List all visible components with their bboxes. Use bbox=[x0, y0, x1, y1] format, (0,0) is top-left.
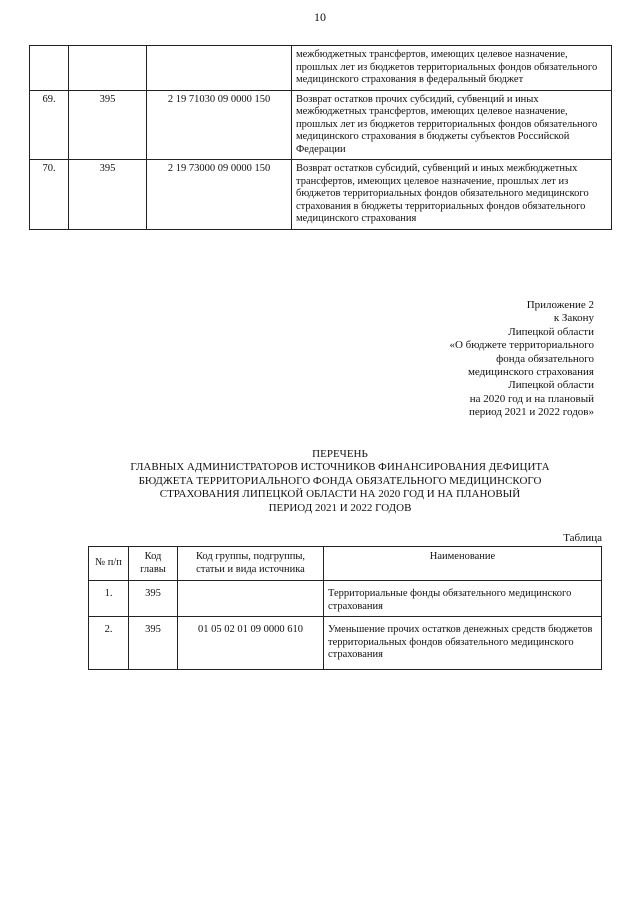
appendix-line: фонда обязательного bbox=[496, 352, 594, 365]
row-number: 69. bbox=[30, 90, 69, 160]
budget-code bbox=[147, 46, 292, 91]
administrators-table bbox=[88, 546, 602, 670]
row-number: 1. bbox=[89, 581, 129, 617]
table-row bbox=[89, 581, 602, 617]
appendix-reference bbox=[449, 299, 594, 420]
heading-line: СТРАХОВАНИЯ ЛИПЕЦКОЙ ОБЛАСТИ НА 2020 ГОД И НА ПЛАНОВЫЙ bbox=[159, 488, 521, 501]
appendix-line: к Закону bbox=[553, 312, 594, 325]
budget-code: 2 19 71030 09 0000 150 bbox=[147, 90, 292, 160]
heading-line: ПЕРЕЧЕНЬ bbox=[312, 448, 368, 460]
table-row bbox=[30, 160, 612, 230]
header-chapter-code: Код главы bbox=[129, 547, 178, 581]
table-header-row bbox=[89, 547, 602, 581]
row-name: Уменьшение прочих остатков денежных средств бюджетов территориальных фондов обязательного медицинского страхования bbox=[324, 617, 602, 670]
table-row bbox=[30, 46, 612, 91]
header-number: № п/п bbox=[89, 547, 129, 581]
source-code bbox=[178, 581, 324, 617]
appendix-line: на 2020 год и на плановый bbox=[469, 392, 594, 405]
appendix-line: «О бюджете территориального bbox=[449, 339, 594, 352]
row-name: Возврат остатков прочих субсидий, субвенций и иных межбюджетных трансфертов, имеющих целевое назначение, прошлых лет из бюджетов территориальных фондов обязательного медицинского страхования в бюджеты субъектов Российской Федерации bbox=[292, 90, 612, 160]
page-number: 10 bbox=[314, 10, 326, 24]
appendix-line: Приложение 2 bbox=[526, 299, 594, 311]
heading-line: ПЕРИОД 2021 И 2022 ГОДОВ bbox=[268, 501, 412, 514]
heading-line: ГЛАВНЫХ АДМИНИСТРАТОРОВ ИСТОЧНИКОВ ФИНАНСИРОВАНИЯ ДЕФИЦИТА bbox=[130, 461, 550, 474]
appendix-line: период 2021 и 2022 годов» bbox=[468, 406, 594, 419]
table-row bbox=[89, 617, 602, 670]
row-name: Возврат остатков субсидий, субвенций и иных межбюджетных трансфертов, имеющих целевое назначение, прошлых лет из бюджетов территориальных фондов обязательного медицинского страхования в бюджеты территориальных фондов обязательного медицинского страхования bbox=[292, 160, 612, 230]
row-number: 2. bbox=[89, 617, 129, 670]
row-number: 70. bbox=[30, 160, 69, 230]
appendix-line: Липецкой области bbox=[508, 325, 594, 338]
header-name: Наименование bbox=[324, 547, 602, 581]
row-number bbox=[30, 46, 69, 91]
document-heading bbox=[90, 448, 590, 515]
row-name: межбюджетных трансфертов, имеющих целевое назначение, прошлых лет из бюджетов территориальных фондов обязательного медицинского страхования в федеральный бюджет bbox=[292, 46, 612, 91]
table-caption: Таблица bbox=[563, 532, 602, 544]
table-row bbox=[30, 90, 612, 160]
budget-code: 2 19 73000 09 0000 150 bbox=[147, 160, 292, 230]
row-name: Территориальные фонды обязательного медицинского страхования bbox=[324, 581, 602, 617]
chapter-code: 395 bbox=[129, 581, 178, 617]
chapter-code: 395 bbox=[69, 160, 147, 230]
chapter-code: 395 bbox=[129, 617, 178, 670]
source-code: 01 05 02 01 09 0000 610 bbox=[178, 617, 324, 670]
chapter-code: 395 bbox=[69, 90, 147, 160]
heading-line: БЮДЖЕТА ТЕРРИТОРИАЛЬНОГО ФОНДА ОБЯЗАТЕЛЬНОГО МЕДИЦИНСКОГО bbox=[138, 474, 542, 487]
appendix-line: Липецкой области bbox=[508, 379, 594, 392]
header-source-code: Код группы, подгруппы, статьи и вида источника bbox=[178, 547, 324, 581]
chapter-code bbox=[69, 46, 147, 91]
appendix-line: медицинского страхования bbox=[467, 366, 594, 379]
revenue-codes-table bbox=[29, 45, 612, 230]
